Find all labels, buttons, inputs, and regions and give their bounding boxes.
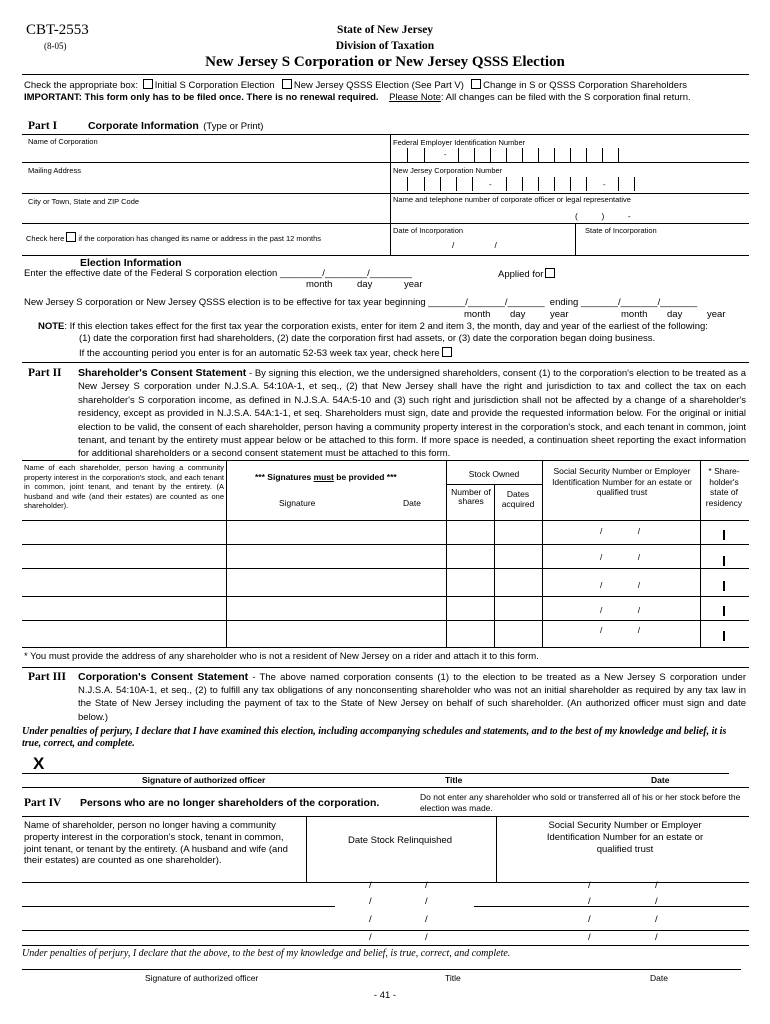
effective-month: month <box>306 279 333 290</box>
p4-r1-s2: / <box>425 880 428 891</box>
state-name: State of New Jersey <box>336 24 434 36</box>
p4-r4-s4: / <box>655 932 658 943</box>
note-line-3 <box>79 347 454 359</box>
part2-paragraph <box>78 367 746 461</box>
sig-required-pre: *** Signatures <box>255 472 314 482</box>
effective-day: day <box>357 279 373 290</box>
sh-col-stock-owned: Stock Owned <box>468 469 520 479</box>
sh-row2-date: / / <box>600 552 641 562</box>
change-checkbox[interactable] <box>471 79 481 89</box>
change-label: Change in S or QSSS Corporation Shareholders <box>483 80 688 91</box>
part4-title-label: Title <box>445 973 461 983</box>
sig-required-banner <box>255 472 397 482</box>
part3-perjury: Under penalties of perjury, I declare that I have examined this election, including accompanying schedules and statements, and to the best of my knowledge and belief, it is true, correct, and complete. <box>22 726 727 749</box>
p4-r2-s1: / <box>369 896 372 907</box>
soi-label: State of Incorporation <box>585 226 657 235</box>
city-label: City or Town, State and ZIP Code <box>28 197 140 206</box>
p4-r4-s3: / <box>588 932 591 943</box>
p4-r1-s3: / <box>588 880 591 891</box>
note-line-2: (1) date the corporation first had shareholders, (2) date the corporation first had assets, or (3) date the corporation began doing business. <box>79 333 656 344</box>
part3-paragraph <box>78 671 746 724</box>
part4-sig-label: Signature of authorized officer <box>145 973 259 983</box>
part3-label: Part III <box>28 671 67 683</box>
njcorp-dash-2: - <box>603 180 606 189</box>
p4-col-name: Name of shareholder, person no longer having a community property interest in the corporation's stock, tenant in common, joint tenant, or tenant by the entirety. (A husband and wife (and their estates) are counted as one shareholder). <box>24 820 288 867</box>
note-text-1: : If this election takes effect for the first tax year the corporation exists, enter for item 2 and item 3, the month, day and year of the earliest of the following: <box>64 321 708 332</box>
part4-label: Part IV <box>24 797 62 809</box>
p4-r3-s2: / <box>425 914 428 925</box>
p4-r3-s1: / <box>369 914 372 925</box>
part1-label: Part I <box>28 120 58 132</box>
applied-for-row <box>498 268 557 280</box>
please-note: Please Note <box>389 92 441 103</box>
initial-s-checkbox[interactable] <box>143 79 153 89</box>
form-id: CBT-2553 <box>26 22 89 38</box>
division-name: Division of Taxation <box>335 40 435 52</box>
form-revision: (8-05) <box>44 41 67 51</box>
applied-for-label: Applied for <box>498 269 544 280</box>
tax-year-text: New Jersey S corporation or New Jersey QSSS election is to be effective for tax year beginning _______/_______/_______ ending _______/_______/_______ <box>24 297 698 308</box>
note-line-1 <box>38 321 708 332</box>
sh-col-name: Name of each shareholder, person having a community property interest in the corporation's stock, and each tenant in common, joint tenant, and tenant by the entirety. (A husband and wife (and their estates) are counted as one shareholder). <box>24 463 224 510</box>
corp-name-label: Name of Corporation <box>28 137 98 146</box>
p4-r1-s4: / <box>655 880 658 891</box>
begin-day: day <box>510 309 526 320</box>
phone-mask: ( ) - <box>575 211 631 221</box>
end-day: day <box>667 309 683 320</box>
part3-title-label: Title <box>445 775 463 785</box>
sh-row3-date: / / <box>600 580 641 590</box>
p4-r4-s2: / <box>425 932 428 943</box>
effective-date-text: Enter the effective date of the Federal S corporation election ________/________/________ <box>24 268 413 279</box>
officer-label: Name and telephone number of corporate officer or legal representative <box>393 195 631 204</box>
sign-x-mark: X <box>33 754 45 773</box>
applied-for-checkbox[interactable] <box>545 268 555 278</box>
sig-required-must: must <box>313 472 334 482</box>
sh-col-dates: Dates acquired <box>501 489 535 509</box>
sh-row4-date: / / <box>600 605 641 615</box>
fein-dash: - <box>444 150 447 159</box>
doi-mask: / / <box>452 240 497 250</box>
part2-label: Part II <box>28 367 62 379</box>
mailing-label: Mailing Address <box>28 166 81 175</box>
check-here-label: Check here <box>26 234 65 243</box>
begin-month: month <box>464 309 491 320</box>
part2-text-rest: treated as a New Jersey S corporation under N.J.S.A. 54:10A-1, et seq., (2) that New Jersey shall have the right and jurisdiction to tax and collect the tax on each shareholder's S corporation income, as defined in N.J.S.A. 54A:5-10 and (3) such right and jurisdiction shall not be affected by a change of a shareholder's residency, except as provided in N.J.S.A. 54A:1-1, et seq. Shareholders must sign, date and provide the requested information below. For the original or initial election to be valid, the consent of each shareholder, person having a community property interest in the corporation's stock, and each tenant in common, joint tenant, and tenant by the entirety must appear below or be attached to this form. If more space is needed, a continuation sheet reporting the exact information for additional shareholders or a second consent statement must be attached to this form. <box>78 368 747 460</box>
p4-r1-s1: / <box>369 880 372 891</box>
part3-title: Corporation's Consent Statement <box>78 671 249 683</box>
sh-col-ssn: Social Security Number or Employer Identification Number for an estate or qualified trust <box>552 466 692 497</box>
sh-row1-date: / / <box>600 526 641 536</box>
doi-label: Date of Incorporation <box>393 226 464 235</box>
p4-r3-s3: / <box>588 914 591 925</box>
sh-row5-date: / / <box>600 625 641 635</box>
qsss-label: New Jersey QSSS Election (See Part V) <box>293 80 464 91</box>
note-text-3: If the accounting period you enter is for an automatic 52-53 week tax year, check here <box>79 348 440 359</box>
please-note-text: : All changes can be filed with the S corporation final return. <box>440 92 691 103</box>
initial-s-label: Initial S Corporation Election <box>154 80 275 91</box>
p4-r4-s1: / <box>369 932 372 943</box>
important-row <box>24 92 691 103</box>
page-title: New Jersey S Corporation or New Jersey QSSS Election <box>205 54 565 70</box>
part3-sig-label: Signature of authorized officer <box>142 775 266 785</box>
sh-col-date: Date <box>403 498 421 508</box>
page-number: - 41 - <box>373 990 397 1001</box>
p4-col-date: Date Stock Relinquished <box>347 835 453 846</box>
address-change-text: if the corporation has changed its name or address in the past 12 months <box>78 234 322 243</box>
sh-col-residency: * Share-holder's state of residency <box>705 466 743 508</box>
fein-label: Federal Employer Identification Number <box>393 138 526 147</box>
njcorp-dash-1: - <box>489 180 492 189</box>
part4-date-label: Date <box>650 973 668 983</box>
part1-title: Corporate Information <box>87 120 199 132</box>
note-label: NOTE <box>38 321 65 332</box>
p4-r2-s2: / <box>425 896 428 907</box>
sig-required-post: be provided *** <box>333 472 397 482</box>
p4-r2-s3: / <box>588 896 591 907</box>
end-year: year <box>707 309 726 320</box>
part2-title: Shareholder's Consent Statement <box>78 367 247 379</box>
address-change-checkbox[interactable] <box>66 232 76 242</box>
begin-year: year <box>550 309 569 320</box>
address-change-row <box>26 232 321 243</box>
end-month: month <box>621 309 648 320</box>
election-heading: Election Information <box>80 257 182 269</box>
important-text: IMPORTANT: This form only has to be filed once. There is no renewal required. <box>24 92 379 103</box>
part3-text-first: - The above named corporation consents (1) to the election to be treated as a New Jersey S corporation under <box>248 672 746 683</box>
part3-text-rest: N.J.S.A. 54:10A-1, et seq., (2) to fulfill any tax obligations of any nonconsenting shareholder who was not an initial shareholder as required by any tax law in the State of New Jersey including the payment of tax to the State of New Jersey on behalf of such shareholder. (An authorized officer must sign and date below.) <box>78 685 746 723</box>
sh-col-number: Number of shares <box>451 487 491 506</box>
part4-note: Do not enter any shareholder who sold or transferred all of his or her stock before the election was made. <box>420 792 741 813</box>
part1-subtitle: (Type or Print) <box>203 121 264 132</box>
qsss-checkbox[interactable] <box>282 79 292 89</box>
part2-text-first: - By signing this election, we the undersigned shareholders, consent (1) to the corporation's election to be <box>246 368 694 379</box>
check-row <box>24 79 687 91</box>
check-label: Check the appropriate box: <box>24 80 139 91</box>
part4-perjury: Under penalties of perjury, I declare that the above, to the best of my knowledge and belief, is true, correct, and complete. <box>22 948 511 959</box>
part3-date-label: Date <box>651 775 670 785</box>
residency-footnote: * You must provide the address of any shareholder who is not a resident of New Jersey on a rider and attach it to this form. <box>24 651 539 662</box>
part1-heading <box>28 116 263 134</box>
sh-col-signature: Signature <box>279 498 316 508</box>
njcorp-label: New Jersey Corporation Number <box>393 166 503 175</box>
p4-r2-s4: / <box>655 896 658 907</box>
effective-year: year <box>404 279 423 290</box>
p4-col-ssn: Social Security Number or Employer Identification Number for an estate or qualified trust <box>546 820 704 855</box>
p4-r3-s4: / <box>655 914 658 925</box>
part4-title: Persons who are no longer shareholders of the corporation. <box>80 797 380 809</box>
week-tax-year-checkbox[interactable] <box>442 347 452 357</box>
